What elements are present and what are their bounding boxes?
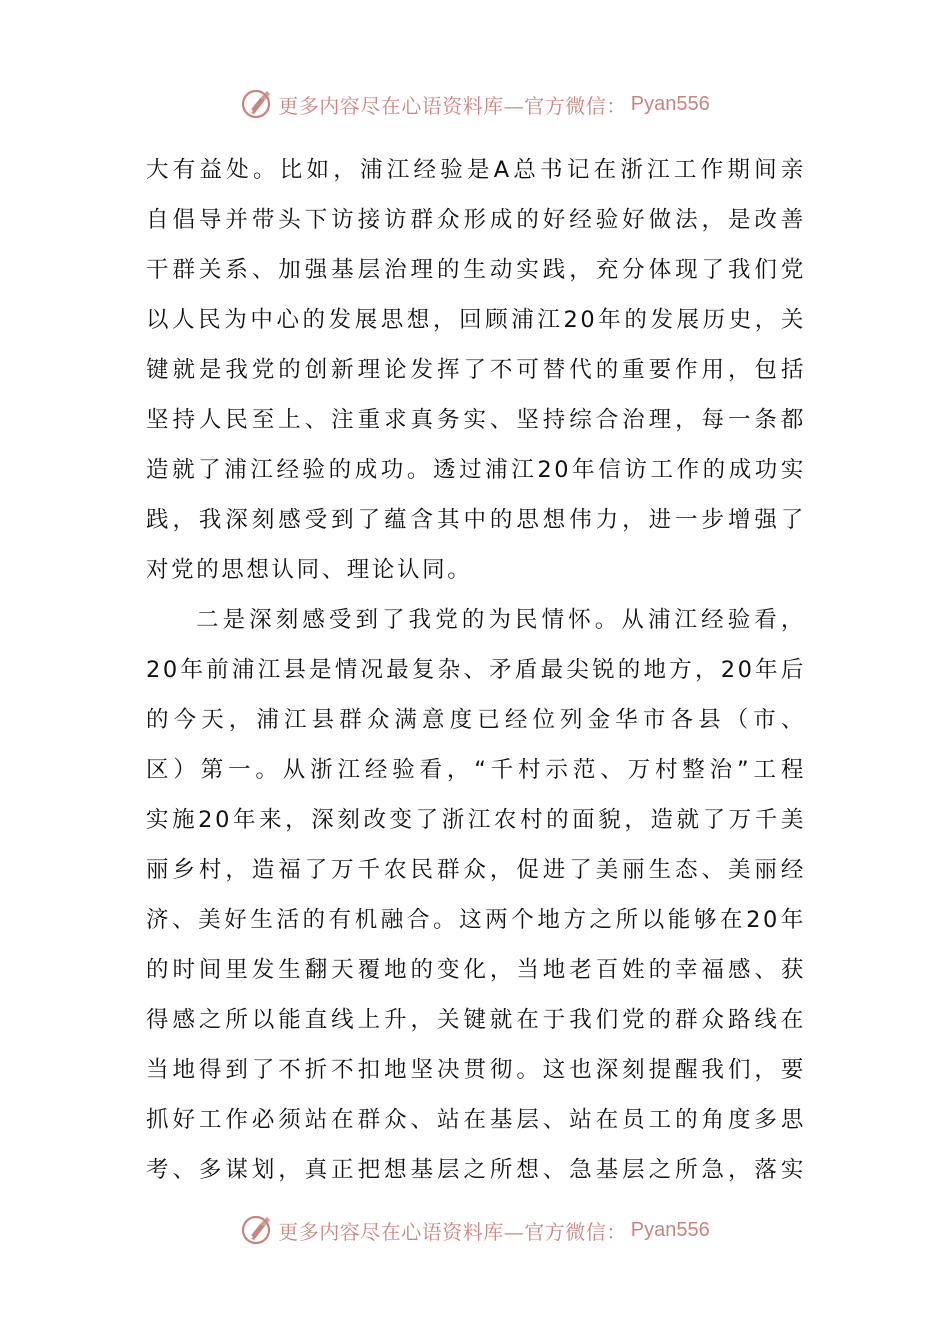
- text-line: 键就是我党的创新理论发挥了不可替代的重要作用，包括: [146, 357, 806, 383]
- pen-nib-logo-icon: [240, 87, 274, 121]
- document-body: [146, 145, 806, 1195]
- text-line: 坚持人民至上、注重求真务实、坚持综合治理，每一条都: [146, 407, 806, 433]
- text-line: 的时间里发生翻天覆地的变化，当地老百姓的幸福感、获: [146, 957, 806, 983]
- watermark-handle: Pyan556: [630, 92, 710, 115]
- text-line: 实施20年来，深刻改变了浙江农村的面貌，造就了万千美: [146, 807, 806, 833]
- text-line: 对党的思想认同、理论认同。: [146, 557, 473, 583]
- text-line: 20年前浦江县是情况最复杂、矛盾最尖锐的地方，20年后: [146, 657, 806, 683]
- header-watermark: [0, 84, 950, 124]
- footer-watermark: [0, 1210, 950, 1250]
- text-line: 以人民为中心的发展思想，回顾浦江20年的发展历史，关: [146, 307, 806, 333]
- text-line: 考、多谋划，真正把想基层之所想、急基层之所急，落实: [146, 1157, 806, 1183]
- pen-nib-logo-icon: [240, 1213, 274, 1247]
- text-line: 抓好工作必须站在群众、站在基层、站在员工的角度多思: [146, 1107, 806, 1133]
- text-line: 大有益处。比如，浦江经验是A总书记在浙江工作期间亲: [146, 157, 806, 183]
- watermark-text: 更多内容尽在心语资料库—官方微信：: [278, 93, 627, 118]
- text-line: 济、美好生活的有机融合。这两个地方之所以能够在20年: [146, 907, 806, 933]
- text-line: 丽乡村，造福了万千农民群众，促进了美丽生态、美丽经: [146, 857, 806, 883]
- text-line: 当地得到了不折不扣地坚决贯彻。这也深刻提醒我们，要: [146, 1057, 806, 1083]
- text-line: 自倡导并带头下访接访群众形成的好经验好做法，是改善: [146, 207, 806, 233]
- text-line: 造就了浦江经验的成功。透过浦江20年信访工作的成功实: [146, 457, 806, 483]
- paragraph-start-line: 二是深刻感受到了我党的为民情怀。从浦江经验看，: [196, 607, 806, 633]
- text-line: 的今天，浦江县群众满意度已经位列金华市各县（市、: [146, 707, 806, 733]
- text-line: 区）第一。从浙江经验看，“千村示范、万村整治”工程: [146, 757, 806, 783]
- text-line: 践，我深刻感受到了蕴含其中的思想伟力，进一步增强了: [146, 507, 806, 533]
- text-line: 干群关系、加强基层治理的生动实践，充分体现了我们党: [146, 257, 806, 283]
- watermark-handle: Pyan556: [630, 1218, 710, 1241]
- watermark-text: 更多内容尽在心语资料库—官方微信：: [278, 1219, 627, 1244]
- text-line: 得感之所以能直线上升，关键就在于我们党的群众路线在: [146, 1007, 806, 1033]
